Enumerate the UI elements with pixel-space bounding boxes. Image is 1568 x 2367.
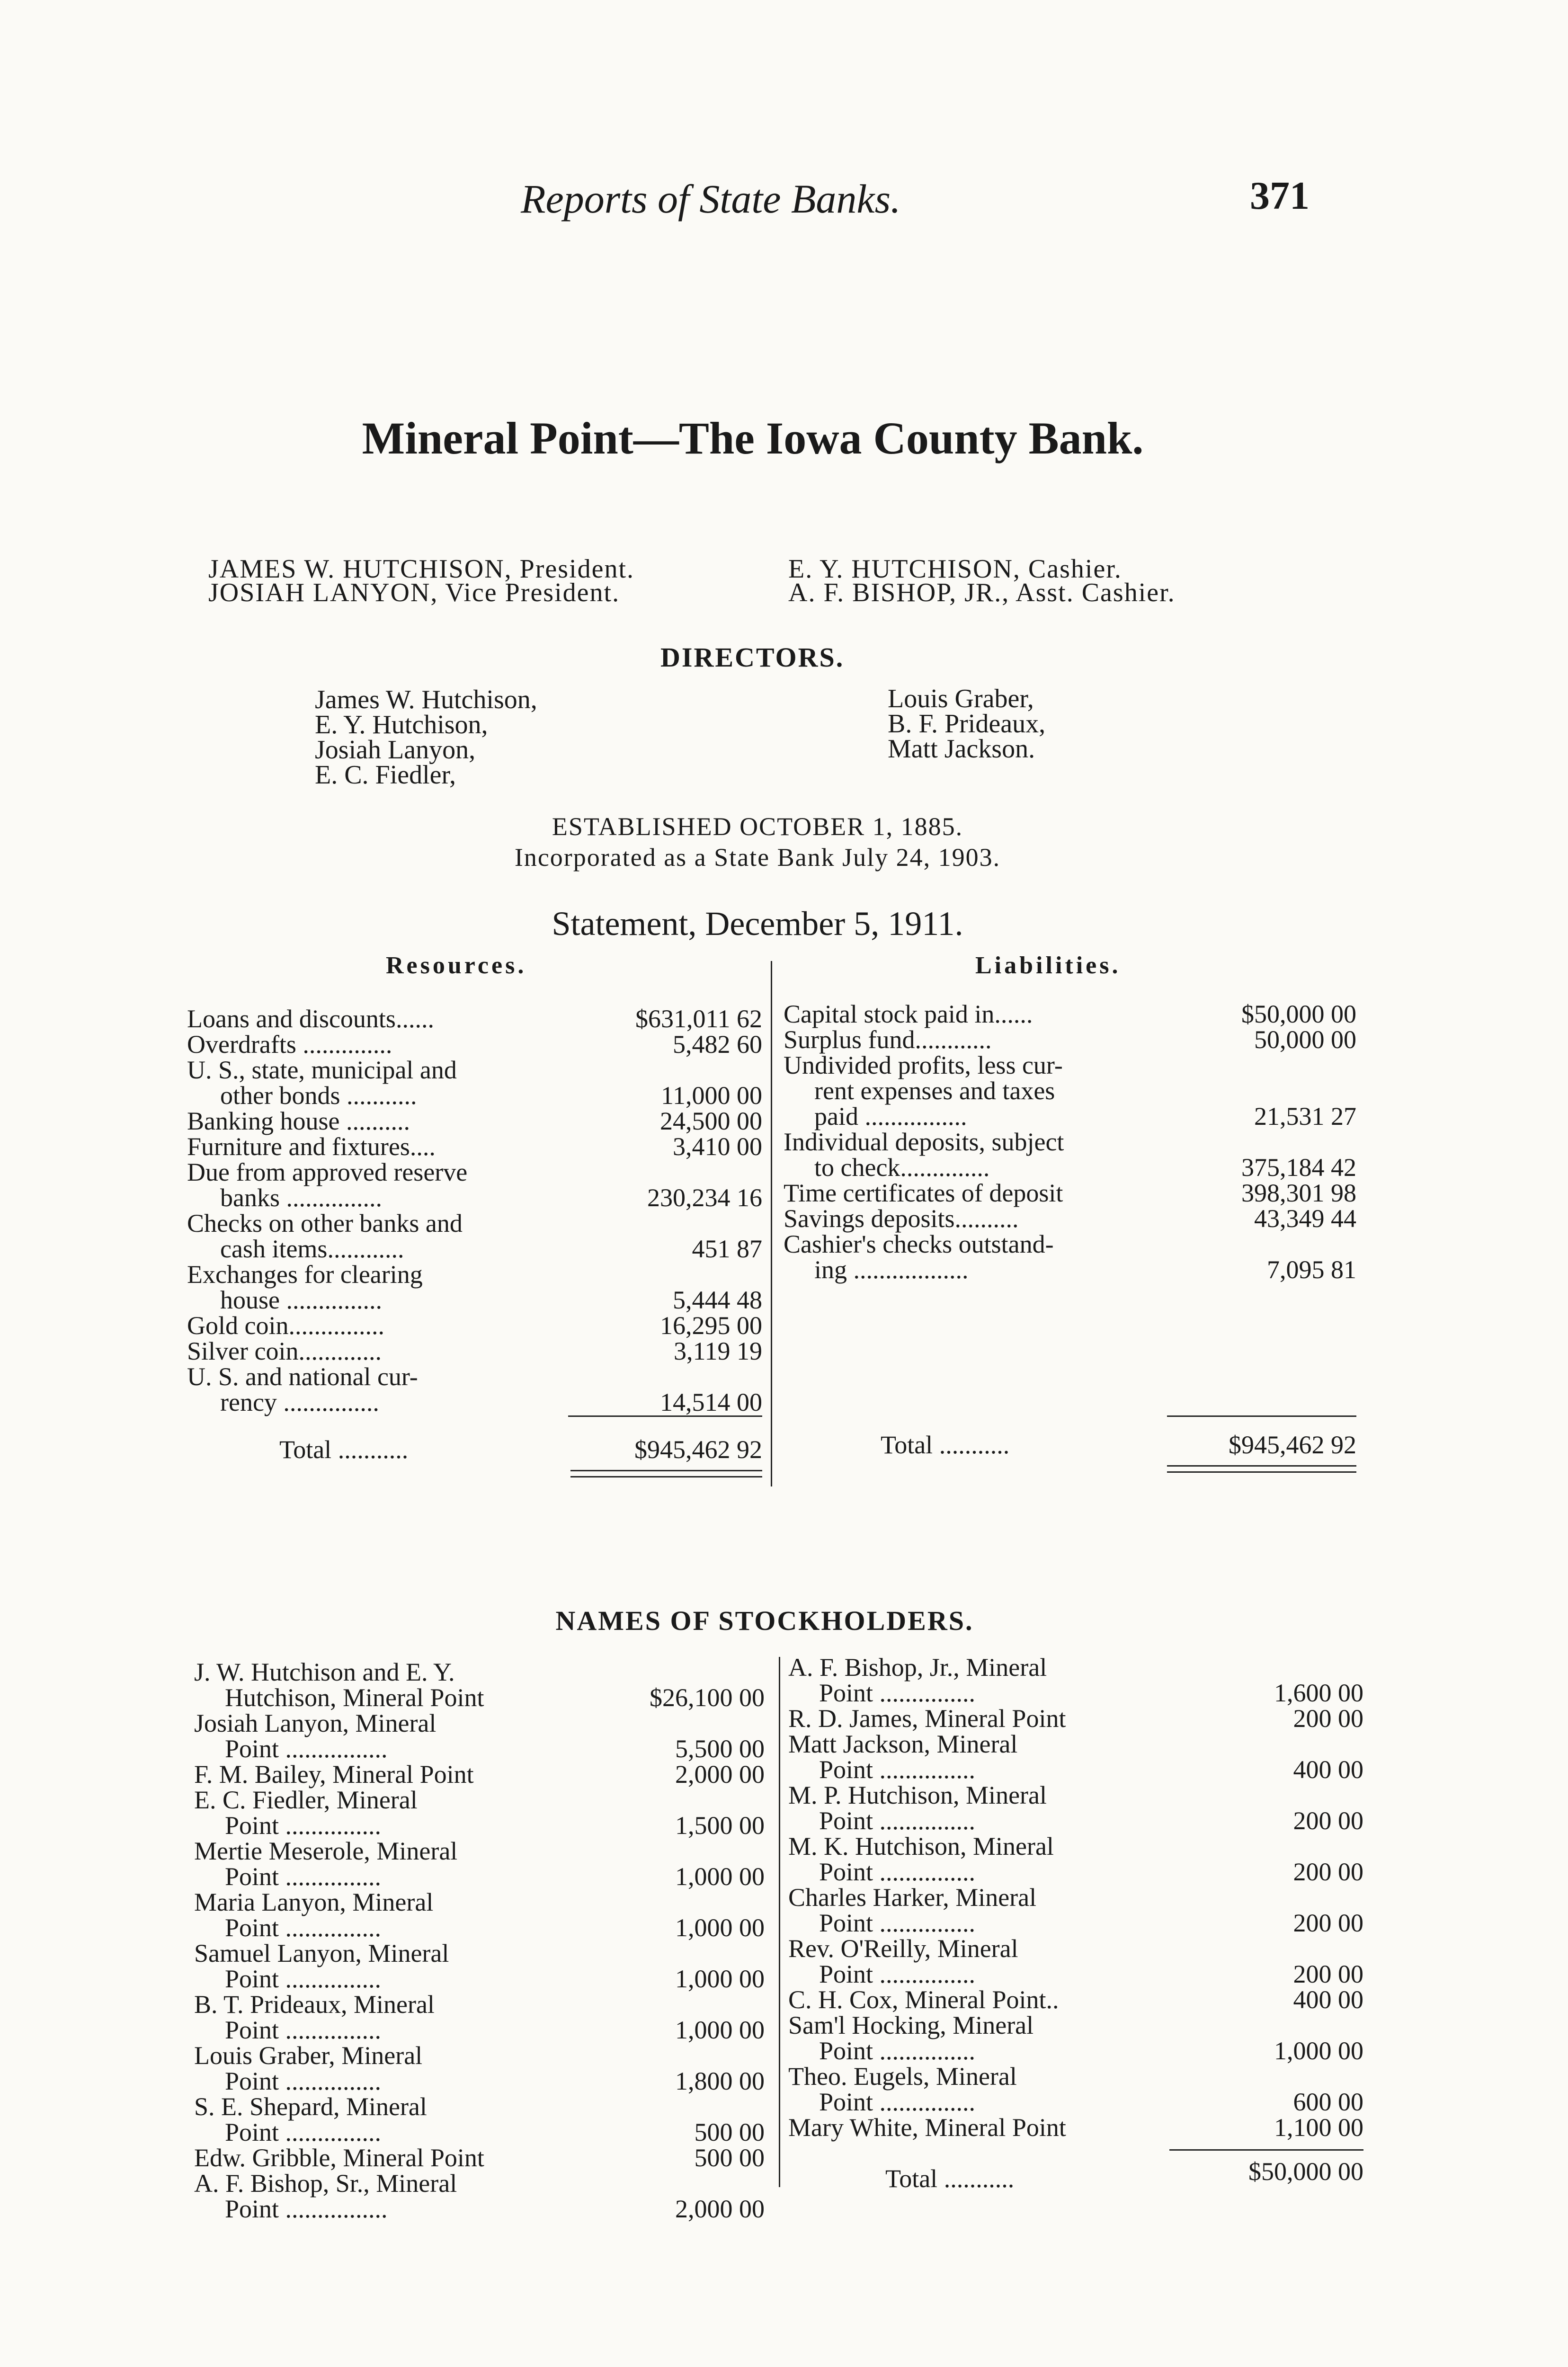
resources-heading: Resources. xyxy=(386,952,527,979)
resource-label: Silver coin............. xyxy=(187,1337,382,1365)
stockholder-name: Point ............... xyxy=(819,1806,976,1835)
stockholder-name: Point ............... xyxy=(819,1858,976,1886)
stockholder-name: Point ............... xyxy=(819,1960,976,1988)
stockholders-divider xyxy=(779,1657,780,2187)
stockholder-name: Point ............... xyxy=(819,2088,976,2116)
established-date: ESTABLISHED OCTOBER 1, 1885. xyxy=(552,812,963,841)
stockholder-name: Hutchison, Mineral Point xyxy=(225,1683,484,1712)
director-name: Louis Graber, xyxy=(888,684,1034,713)
liabilities-heading: Liabilities. xyxy=(975,952,1121,979)
running-title: Reports of State Banks. xyxy=(521,176,901,222)
stockholder-amount: 400 00 xyxy=(1293,1755,1363,1784)
stockholder-name: Point ............... xyxy=(225,2016,382,2044)
stockholder-name: Mertie Meserole, Mineral xyxy=(194,1837,458,1865)
liability-label: ing .................. xyxy=(814,1255,969,1284)
stockholder-amount: 400 00 xyxy=(1293,1985,1363,2014)
liability-label: rent expenses and taxes xyxy=(814,1077,1055,1105)
stockholder-amount: 600 00 xyxy=(1293,2088,1363,2116)
stockholder-name: R. D. James, Mineral Point xyxy=(788,1704,1066,1733)
stockholders-heading: NAMES OF STOCKHOLDERS. xyxy=(555,1605,974,1636)
resource-label: Overdrafts .............. xyxy=(187,1030,392,1059)
stockholder-name: Josiah Lanyon, Mineral xyxy=(194,1709,437,1737)
stockholder-name: J. W. Hutchison and E. Y. xyxy=(194,1658,455,1686)
resource-amount: 5,482 60 xyxy=(673,1030,762,1059)
bank-title: Mineral Point—The Iowa County Bank. xyxy=(362,413,1144,463)
stockholder-amount: 200 00 xyxy=(1293,1806,1363,1835)
resource-amount: 451 87 xyxy=(692,1235,762,1263)
stockholder-amount: 200 00 xyxy=(1293,1909,1363,1937)
stockholder-name: Sam'l Hocking, Mineral xyxy=(788,2011,1034,2039)
stockholders-total-label: Total ........... xyxy=(885,2164,1015,2193)
liabilities-total-rule xyxy=(1167,1415,1356,1417)
resource-label: U. S., state, municipal and xyxy=(187,1056,457,1084)
resources-total-rule xyxy=(568,1415,762,1417)
stockholder-amount: 1,000 00 xyxy=(675,2016,765,2044)
stockholder-name: Point ............... xyxy=(225,2118,382,2146)
resource-label: Gold coin............... xyxy=(187,1311,384,1340)
stockholder-name: Point ............... xyxy=(819,1679,976,1707)
director-name: Matt Jackson. xyxy=(888,734,1035,764)
stockholder-amount: 1,000 00 xyxy=(1274,2037,1363,2065)
resource-amount: 14,514 00 xyxy=(660,1388,762,1416)
resource-amount: 230,234 16 xyxy=(647,1184,762,1212)
officer-president: JAMES W. HUTCHISON, President. xyxy=(208,554,635,584)
liability-amount: 50,000 00 xyxy=(1254,1025,1356,1054)
stockholder-name: Rev. O'Reilly, Mineral xyxy=(788,1934,1018,1963)
stockholder-name: A. F. Bishop, Sr., Mineral xyxy=(194,2169,457,2198)
liabilities-total-label: Total ........... xyxy=(881,1431,1010,1459)
resource-label: Loans and discounts...... xyxy=(187,1005,434,1033)
resource-amount: 3,410 00 xyxy=(673,1132,762,1161)
stockholder-amount: 1,600 00 xyxy=(1274,1679,1363,1707)
liability-amount: 43,349 44 xyxy=(1254,1204,1356,1233)
resource-amount: 16,295 00 xyxy=(660,1311,762,1340)
stockholder-amount: 1,000 00 xyxy=(675,1862,765,1891)
liability-label: Cashier's checks outstand- xyxy=(784,1230,1054,1258)
stockholder-name: F. M. Bailey, Mineral Point xyxy=(194,1760,474,1789)
stockholder-name: Point ............... xyxy=(225,2067,382,2095)
resource-label: Checks on other banks and xyxy=(187,1209,463,1237)
statement-title: Statement, December 5, 1911. xyxy=(552,905,963,943)
resource-amount: $631,011 62 xyxy=(635,1005,762,1033)
liability-amount: $50,000 00 xyxy=(1241,1000,1356,1028)
stockholder-name: S. E. Shepard, Mineral xyxy=(194,2092,427,2121)
stockholder-name: Louis Graber, Mineral xyxy=(194,2041,423,2070)
stockholder-amount: 5,500 00 xyxy=(675,1735,765,1763)
officer-vice-president: JOSIAH LANYON, Vice President. xyxy=(208,578,620,607)
liability-amount: 375,184 42 xyxy=(1241,1153,1356,1182)
liability-amount: 21,531 27 xyxy=(1254,1102,1356,1130)
stockholder-amount: 1,000 00 xyxy=(675,1913,765,1942)
resource-amount: 11,000 00 xyxy=(661,1081,762,1110)
stockholder-name: C. H. Cox, Mineral Point.. xyxy=(788,1985,1059,2014)
column-divider xyxy=(771,961,772,1486)
resources-total: $945,462 92 xyxy=(634,1435,762,1464)
directors-heading: DIRECTORS. xyxy=(660,642,845,673)
resource-label: Due from approved reserve xyxy=(187,1158,468,1186)
stockholder-name: Point ............... xyxy=(225,1913,382,1942)
officer-asst-cashier: A. F. BISHOP, JR., Asst. Cashier. xyxy=(788,578,1176,607)
resource-label: U. S. and national cur- xyxy=(187,1362,418,1391)
stockholder-name: Point ................ xyxy=(225,1735,388,1763)
stockholder-amount: $26,100 00 xyxy=(650,1683,765,1712)
stockholder-amount: 1,800 00 xyxy=(675,2067,765,2095)
director-name: B. F. Prideaux, xyxy=(888,709,1046,739)
resource-label: cash items............ xyxy=(220,1235,404,1263)
resource-label: Furniture and fixtures.... xyxy=(187,1132,436,1161)
resource-label: rency ............... xyxy=(220,1388,379,1416)
liability-label: Capital stock paid in...... xyxy=(784,1000,1033,1028)
resource-amount: 5,444 48 xyxy=(673,1286,762,1314)
director-name: E. Y. Hutchison, xyxy=(315,710,488,739)
resources-total-double-rule xyxy=(570,1470,762,1477)
stockholder-amount: 2,000 00 xyxy=(675,2195,765,2223)
liability-amount: 7,095 81 xyxy=(1267,1255,1356,1284)
stockholder-name: Theo. Eugels, Mineral xyxy=(788,2062,1017,2091)
liability-label: Surplus fund............ xyxy=(784,1025,992,1054)
stockholders-total: $50,000 00 xyxy=(1248,2157,1363,2186)
resource-amount: 3,119 19 xyxy=(674,1337,762,1365)
stockholder-name: Point ............... xyxy=(225,1965,382,1993)
stockholder-name: Point ................ xyxy=(225,2195,388,2223)
stockholder-amount: 200 00 xyxy=(1293,1704,1363,1733)
liabilities-total-double-rule xyxy=(1167,1465,1356,1473)
director-name: Josiah Lanyon, xyxy=(315,735,476,765)
resource-label: Exchanges for clearing xyxy=(187,1260,423,1289)
stockholder-name: Samuel Lanyon, Mineral xyxy=(194,1939,449,1967)
stockholder-amount: 200 00 xyxy=(1293,1858,1363,1886)
stockholder-name: Charles Harker, Mineral xyxy=(788,1883,1037,1912)
stockholder-name: E. C. Fiedler, Mineral xyxy=(194,1786,418,1814)
resource-amount: 24,500 00 xyxy=(660,1107,762,1135)
stockholder-amount: 500 00 xyxy=(694,2144,765,2172)
stockholder-name: Maria Lanyon, Mineral xyxy=(194,1888,434,1916)
stockholder-name: M. P. Hutchison, Mineral xyxy=(788,1781,1047,1809)
liabilities-total: $945,462 92 xyxy=(1229,1431,1356,1459)
liability-label: Undivided profits, less cur- xyxy=(784,1051,1063,1079)
liability-label: Individual deposits, subject xyxy=(784,1128,1064,1156)
director-name: James W. Hutchison, xyxy=(315,685,537,714)
stockholder-amount: 1,100 00 xyxy=(1274,2113,1363,2142)
stockholder-name: A. F. Bishop, Jr., Mineral xyxy=(788,1653,1047,1682)
stockholders-total-rule xyxy=(1169,2149,1363,2151)
liability-label: to check.............. xyxy=(814,1153,990,1182)
stockholder-amount: 1,500 00 xyxy=(675,1811,765,1840)
stockholder-name: Point ............... xyxy=(819,2037,976,2065)
stockholder-name: Point ............... xyxy=(225,1862,382,1891)
officer-cashier: E. Y. HUTCHISON, Cashier. xyxy=(788,554,1122,584)
stockholder-name: Matt Jackson, Mineral xyxy=(788,1730,1018,1758)
stockholder-name: Point ............... xyxy=(819,1909,976,1937)
liability-amount: 398,301 98 xyxy=(1241,1179,1356,1207)
stockholder-name: Mary White, Mineral Point xyxy=(788,2113,1066,2142)
resource-label: house ............... xyxy=(220,1286,382,1314)
page-number: 371 xyxy=(1250,174,1310,218)
resource-label: banks ............... xyxy=(220,1184,382,1212)
liability-label: Savings deposits.......... xyxy=(784,1204,1019,1233)
stockholder-name: M. K. Hutchison, Mineral xyxy=(788,1832,1054,1860)
director-name: E. C. Fiedler, xyxy=(315,760,456,790)
stockholder-amount: 200 00 xyxy=(1293,1960,1363,1988)
resources-total-label: Total ........... xyxy=(279,1435,409,1464)
stockholder-amount: 2,000 00 xyxy=(675,1760,765,1789)
resource-label: other bonds ........... xyxy=(220,1081,417,1110)
liability-label: paid ................ xyxy=(814,1102,967,1130)
stockholder-name: Edw. Gribble, Mineral Point xyxy=(194,2144,484,2172)
stockholder-name: Point ............... xyxy=(819,1755,976,1784)
liability-label: Time certificates of deposit xyxy=(784,1179,1063,1207)
incorporated-date: Incorporated as a State Bank July 24, 1903. xyxy=(514,843,1001,872)
stockholder-name: Point ............... xyxy=(225,1811,382,1840)
resource-label: Banking house .......... xyxy=(187,1107,410,1135)
stockholder-name: B. T. Prideaux, Mineral xyxy=(194,1990,435,2019)
stockholder-amount: 1,000 00 xyxy=(675,1965,765,1993)
stockholder-amount: 500 00 xyxy=(694,2118,765,2146)
